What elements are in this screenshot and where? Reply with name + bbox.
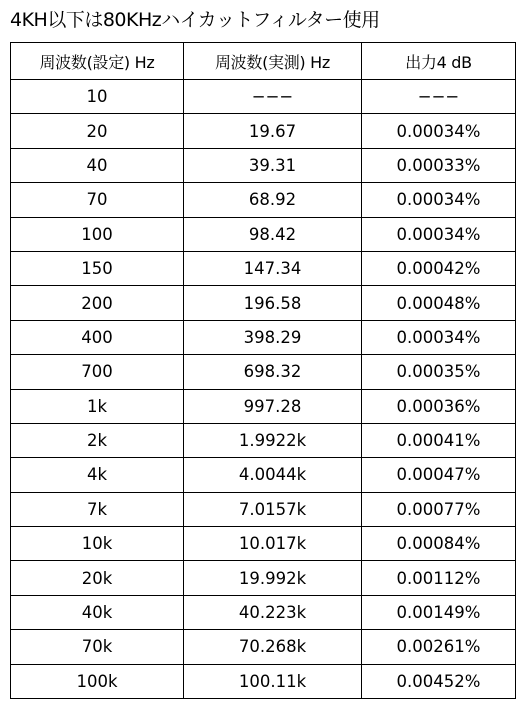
set-frequency-cell: 20 [11,114,184,148]
table-row [11,664,516,698]
header-row [11,43,516,80]
table-row [11,114,516,148]
table-row [11,251,516,285]
output-cell: 0.00261% [362,630,516,664]
set-frequency-cell: 70 [11,183,184,217]
measured-frequency-cell: 398.29 [184,320,362,354]
set-frequency-cell: 40k [11,595,184,629]
measured-frequency-cell: 100.11k [184,664,362,698]
measured-frequency-cell: 997.28 [184,389,362,423]
set-frequency-cell: 10k [11,527,184,561]
measured-frequency-cell: 4.0044k [184,458,362,492]
output-cell: 0.00034% [362,320,516,354]
table-caption: 4KH以下は80KHzハイカットフィルター使用 [10,9,380,31]
measured-frequency-cell: 39.31 [184,148,362,182]
output-cell: 0.00452% [362,664,516,698]
header-set-frequency: 周波数(設定) Hz [11,43,184,80]
table-row [11,148,516,182]
measured-frequency-cell: 40.223k [184,595,362,629]
table-row [11,355,516,389]
table-row [11,217,516,251]
measurement-table [10,42,516,699]
set-frequency-cell: 4k [11,458,184,492]
measured-frequency-cell: 19.67 [184,114,362,148]
measured-frequency-cell: 196.58 [184,286,362,320]
output-cell: 0.00034% [362,217,516,251]
output-cell: 0.00036% [362,389,516,423]
header-output: 出力4 dB [362,43,516,80]
table-row [11,80,516,114]
measured-frequency-cell: −−− [184,80,362,114]
table-row [11,423,516,457]
table-row [11,183,516,217]
table-row [11,630,516,664]
set-frequency-cell: 2k [11,423,184,457]
set-frequency-cell: 20k [11,561,184,595]
set-frequency-cell: 200 [11,286,184,320]
output-cell: 0.00149% [362,595,516,629]
output-cell: 0.00033% [362,148,516,182]
set-frequency-cell: 1k [11,389,184,423]
table-row [11,286,516,320]
set-frequency-cell: 7k [11,492,184,526]
set-frequency-cell: 400 [11,320,184,354]
output-cell: 0.00041% [362,423,516,457]
output-cell: 0.00077% [362,492,516,526]
measured-frequency-cell: 698.32 [184,355,362,389]
table-row [11,458,516,492]
set-frequency-cell: 10 [11,80,184,114]
measured-frequency-cell: 7.0157k [184,492,362,526]
table-row [11,527,516,561]
table-row [11,595,516,629]
measured-frequency-cell: 70.268k [184,630,362,664]
measured-frequency-cell: 68.92 [184,183,362,217]
output-cell: 0.00048% [362,286,516,320]
table-row [11,389,516,423]
set-frequency-cell: 100k [11,664,184,698]
measured-frequency-cell: 98.42 [184,217,362,251]
measured-frequency-cell: 19.992k [184,561,362,595]
output-cell: 0.00042% [362,251,516,285]
output-cell: 0.00034% [362,114,516,148]
set-frequency-cell: 150 [11,251,184,285]
output-cell: −−− [362,80,516,114]
set-frequency-cell: 700 [11,355,184,389]
table-row [11,492,516,526]
set-frequency-cell: 100 [11,217,184,251]
output-cell: 0.00112% [362,561,516,595]
measured-frequency-cell: 1.9922k [184,423,362,457]
output-cell: 0.00047% [362,458,516,492]
measured-frequency-cell: 10.017k [184,527,362,561]
output-cell: 0.00034% [362,183,516,217]
set-frequency-cell: 70k [11,630,184,664]
header-measured-frequency: 周波数(実測) Hz [184,43,362,80]
table-row [11,561,516,595]
output-cell: 0.00084% [362,527,516,561]
output-cell: 0.00035% [362,355,516,389]
table-row [11,320,516,354]
measured-frequency-cell: 147.34 [184,251,362,285]
set-frequency-cell: 40 [11,148,184,182]
